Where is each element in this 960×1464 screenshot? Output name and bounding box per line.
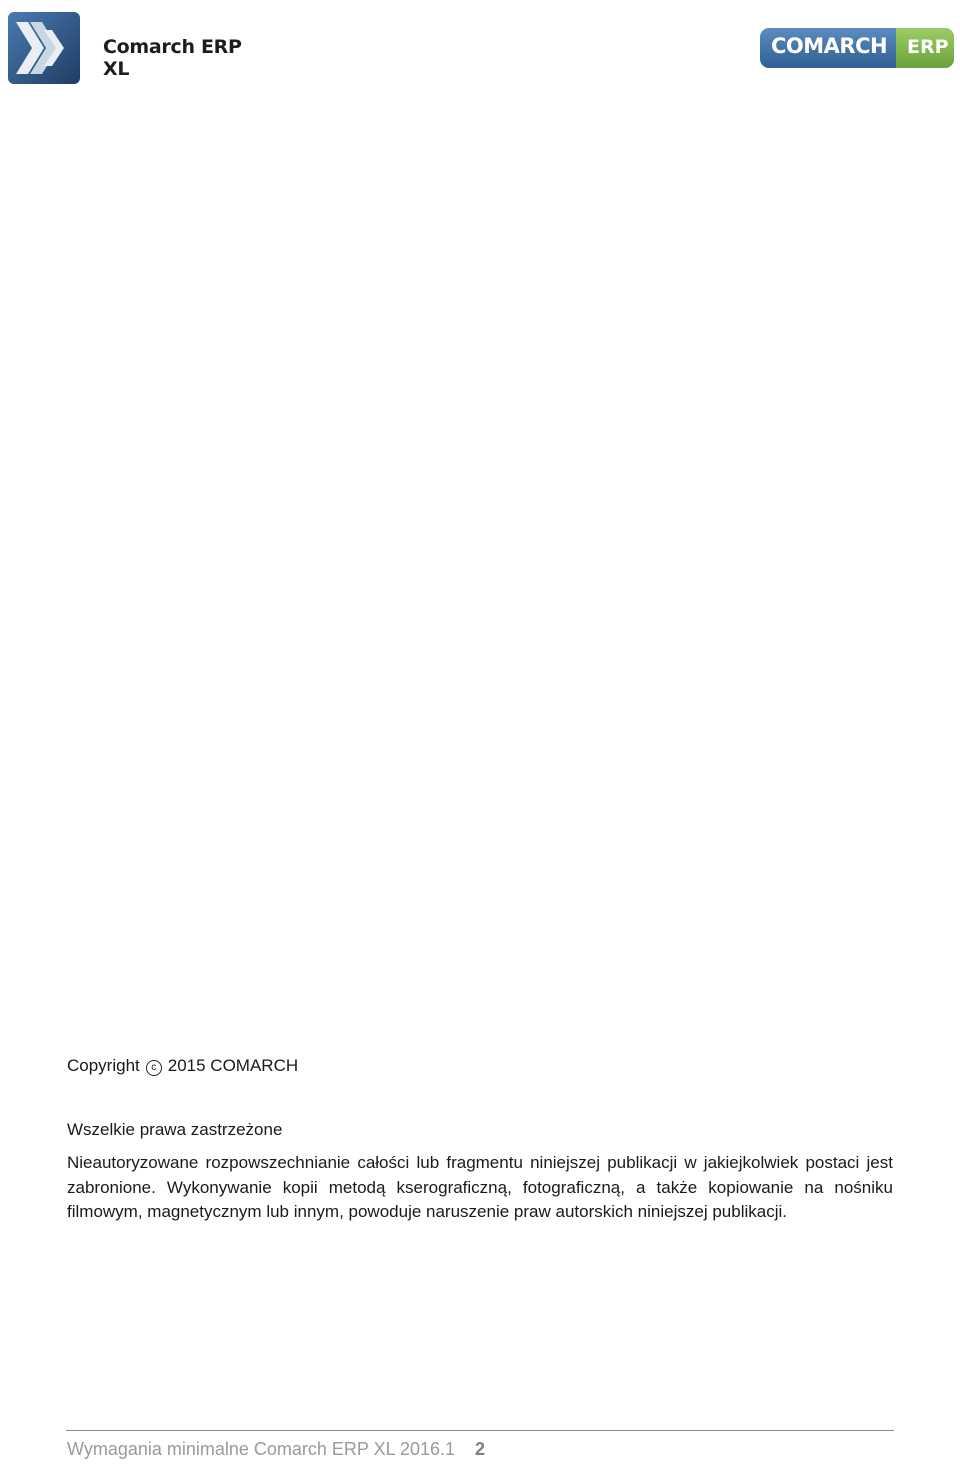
product-logo <box>8 12 248 86</box>
copyright-line <box>67 1056 298 1076</box>
copyright-label: Copyright <box>67 1056 140 1075</box>
footer-title: Wymagania minimalne Comarch ERP XL 2016.1 <box>67 1439 456 1459</box>
brand-logo-suffix: ERP <box>907 36 949 58</box>
rights-reserved: Wszelkie prawa zastrzeżone <box>67 1120 283 1139</box>
page-number: 2 <box>475 1439 486 1459</box>
comarch-erp-xl-chevron-icon <box>8 12 80 84</box>
footer-divider <box>66 1430 894 1431</box>
brand-logo-word: COMARCH <box>771 34 888 58</box>
copyright-icon: c <box>146 1060 162 1076</box>
page-footer <box>67 1439 485 1460</box>
comarch-erp-logo <box>760 28 954 68</box>
product-name: Comarch ERP XL <box>103 36 242 80</box>
copyright-owner: 2015 COMARCH <box>167 1056 299 1075</box>
legal-notice: Nieautoryzowane rozpowszechnianie całości lub fragmentu niniejszej publikacji w jakiejkolwiek postaci jest zabronione. Wykonywanie kopii metodą kserograficzną, fotograficzną, a także kopiowanie na nośniku filmowym, magnetycznym lub innym, powoduje naruszenie praw autorskich niniejszej publikacji. <box>67 1153 893 1222</box>
